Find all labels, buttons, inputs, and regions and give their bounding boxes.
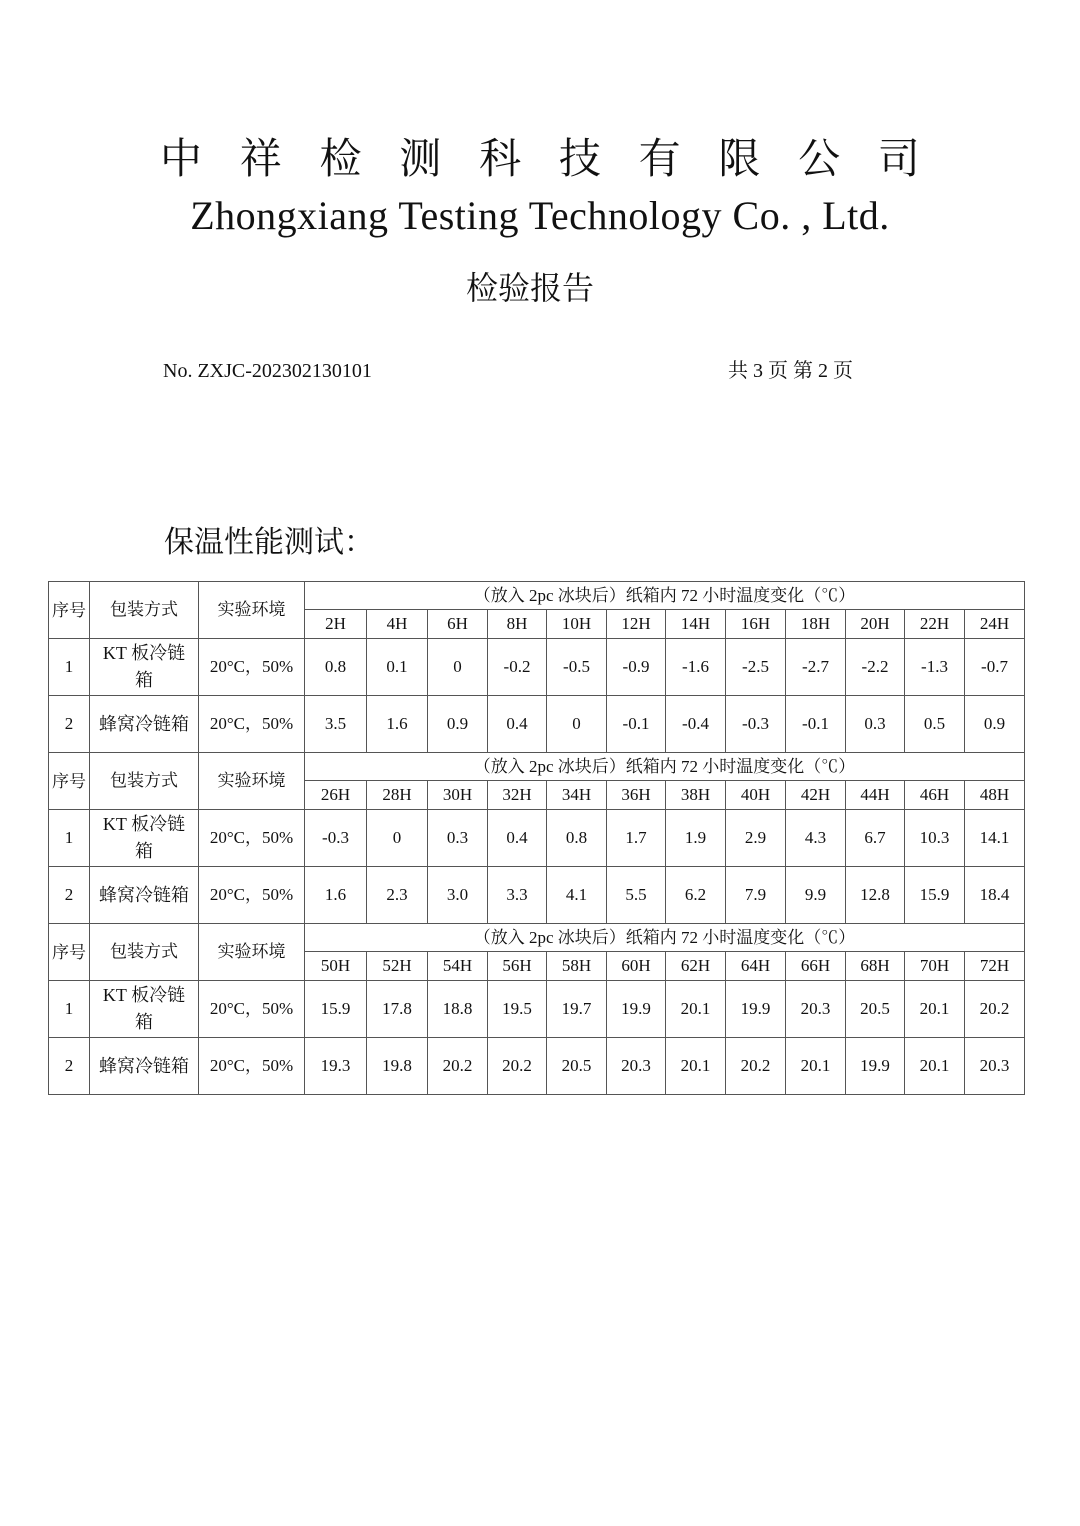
temperature-cell: 7.9 [726, 867, 786, 924]
time-header: 2H [305, 610, 367, 639]
environment-cell: 20°C，50% [199, 981, 305, 1038]
time-header: 56H [488, 952, 547, 981]
company-char: 中 [160, 134, 203, 183]
table-row [49, 696, 1025, 753]
temperature-cell: -1.3 [905, 639, 965, 696]
header-environment: 实验环境 [199, 924, 305, 981]
temperature-cell: 2.9 [726, 810, 786, 867]
time-header: 58H [547, 952, 607, 981]
temperature-cell: 3.5 [305, 696, 367, 753]
temperature-cell: 20.2 [428, 1038, 488, 1095]
temperature-cell: -0.1 [786, 696, 846, 753]
temperature-cell: 2.3 [367, 867, 428, 924]
time-header: 18H [786, 610, 846, 639]
temperature-cell: 12.8 [846, 867, 905, 924]
packaging-cell: KT 板冷链箱 [90, 810, 199, 867]
header-seq: 序号 [49, 582, 90, 639]
page-info: 共 3 页 第 2 页 [728, 360, 853, 382]
temperature-cell: -0.4 [666, 696, 726, 753]
temperature-cell: 1.6 [305, 867, 367, 924]
temperature-cell: -0.3 [305, 810, 367, 867]
temperature-cell: 0.3 [846, 696, 905, 753]
temperature-cell: 1.7 [607, 810, 666, 867]
seq-cell: 2 [49, 867, 90, 924]
table-row [49, 1038, 1025, 1095]
time-header: 40H [726, 781, 786, 810]
time-header: 20H [846, 610, 905, 639]
header-row [49, 753, 1025, 781]
temperature-cell: 20.1 [666, 1038, 726, 1095]
header-packaging: 包装方式 [90, 924, 199, 981]
header-packaging: 包装方式 [90, 753, 199, 810]
seq-cell: 1 [49, 639, 90, 696]
temperature-cell: 0.8 [305, 639, 367, 696]
time-header: 64H [726, 952, 786, 981]
time-header: 10H [547, 610, 607, 639]
temperature-cell: -2.5 [726, 639, 786, 696]
temperature-cell: 0.8 [547, 810, 607, 867]
company-name-cn [160, 132, 920, 186]
header-environment: 实验环境 [199, 582, 305, 639]
temperature-cell: 20.1 [786, 1038, 846, 1095]
table-row [49, 810, 1025, 867]
environment-cell: 20°C，50% [199, 696, 305, 753]
temperature-cell: 20.5 [846, 981, 905, 1038]
packaging-cell: KT 板冷链箱 [90, 639, 199, 696]
temperature-cell: 19.7 [547, 981, 607, 1038]
temperature-cell: 15.9 [305, 981, 367, 1038]
temperature-cell: 20.2 [488, 1038, 547, 1095]
company-char: 祥 [239, 134, 282, 183]
table-row [49, 867, 1025, 924]
temperature-cell: 17.8 [367, 981, 428, 1038]
section-title: 保温性能测试： [164, 525, 374, 560]
temperature-cell: 1.6 [367, 696, 428, 753]
table-row [49, 639, 1025, 696]
temperature-cell: 19.5 [488, 981, 547, 1038]
temperature-cell: 0.1 [367, 639, 428, 696]
company-char: 有 [638, 134, 681, 183]
temperature-cell: 4.3 [786, 810, 846, 867]
temperature-cell: 19.9 [726, 981, 786, 1038]
environment-cell: 20°C，50% [199, 810, 305, 867]
temperature-cell: -0.5 [547, 639, 607, 696]
company-name-en: Zhongxiang Testing Technology Co. , Ltd. [190, 193, 890, 238]
time-header: 50H [305, 952, 367, 981]
company-char: 检 [319, 134, 362, 183]
company-char: 公 [798, 134, 841, 183]
time-header: 62H [666, 952, 726, 981]
header-environment: 实验环境 [199, 753, 305, 810]
temperature-cell: 3.0 [428, 867, 488, 924]
company-char: 技 [558, 134, 601, 183]
temperature-cell: 9.9 [786, 867, 846, 924]
temperature-cell: -2.2 [846, 639, 905, 696]
report-number: No. ZXJC-202302130101 [163, 360, 372, 382]
temperature-cell: 18.8 [428, 981, 488, 1038]
time-header: 6H [428, 610, 488, 639]
time-header: 24H [965, 610, 1025, 639]
header-packaging: 包装方式 [90, 582, 199, 639]
temperature-cell: 20.5 [547, 1038, 607, 1095]
temperature-cell: 0 [428, 639, 488, 696]
temperature-cell: 0.4 [488, 810, 547, 867]
temperature-cell: -2.7 [786, 639, 846, 696]
time-header: 72H [965, 952, 1025, 981]
temperature-cell: 4.1 [547, 867, 607, 924]
temperature-cell: 20.1 [666, 981, 726, 1038]
temperature-cell: 20.3 [786, 981, 846, 1038]
temperature-cell: 0.9 [965, 696, 1025, 753]
time-header: 48H [965, 781, 1025, 810]
time-header: 38H [666, 781, 726, 810]
time-header: 46H [905, 781, 965, 810]
environment-cell: 20°C，50% [199, 1038, 305, 1095]
temperature-cell: 1.9 [666, 810, 726, 867]
table-row [49, 981, 1025, 1038]
seq-cell: 1 [49, 981, 90, 1038]
temperature-cell: -0.2 [488, 639, 547, 696]
temperature-cell: 14.1 [965, 810, 1025, 867]
report-title: 检验报告 [465, 269, 594, 307]
temperature-cell: 19.3 [305, 1038, 367, 1095]
temperature-cell: 0.4 [488, 696, 547, 753]
temperature-cell: 20.3 [965, 1038, 1025, 1095]
temperature-cell: 0.3 [428, 810, 488, 867]
seq-cell: 2 [49, 1038, 90, 1095]
packaging-cell: 蜂窝冷链箱 [90, 696, 199, 753]
temperature-cell: -0.9 [607, 639, 666, 696]
temperature-cell: 0 [547, 696, 607, 753]
temperature-cell: 0 [367, 810, 428, 867]
time-header: 4H [367, 610, 428, 639]
time-header: 14H [666, 610, 726, 639]
temperature-cell: 3.3 [488, 867, 547, 924]
time-header: 8H [488, 610, 547, 639]
temperature-cell: 15.9 [905, 867, 965, 924]
header-seq: 序号 [49, 753, 90, 810]
time-header: 66H [786, 952, 846, 981]
time-header: 60H [607, 952, 666, 981]
packaging-cell: 蜂窝冷链箱 [90, 867, 199, 924]
header-row [49, 582, 1025, 610]
time-header: 32H [488, 781, 547, 810]
time-header: 44H [846, 781, 905, 810]
time-header: 68H [846, 952, 905, 981]
temperature-cell: 20.3 [607, 1038, 666, 1095]
temperature-cell: 5.5 [607, 867, 666, 924]
environment-cell: 20°C，50% [199, 639, 305, 696]
temperature-cell: 6.2 [666, 867, 726, 924]
temperature-cell: 18.4 [965, 867, 1025, 924]
temperature-cell: 0.5 [905, 696, 965, 753]
temperature-cell: -1.6 [666, 639, 726, 696]
company-char: 司 [877, 134, 920, 183]
temperature-cell: 19.9 [846, 1038, 905, 1095]
time-header: 26H [305, 781, 367, 810]
seq-cell: 2 [49, 696, 90, 753]
time-header: 12H [607, 610, 666, 639]
packaging-cell: KT 板冷链箱 [90, 981, 199, 1038]
company-char: 测 [399, 134, 442, 183]
header-group: （放入 2pc 冰块后）纸箱内 72 小时温度变化（℃） [305, 582, 1025, 610]
temperature-cell: 10.3 [905, 810, 965, 867]
time-header: 28H [367, 781, 428, 810]
temperature-cell: 0.9 [428, 696, 488, 753]
temperature-cell: -0.3 [726, 696, 786, 753]
header-seq: 序号 [49, 924, 90, 981]
header-group: （放入 2pc 冰块后）纸箱内 72 小时温度变化（℃） [305, 924, 1025, 952]
temperature-cell: 19.9 [607, 981, 666, 1038]
temperature-cell: -0.1 [607, 696, 666, 753]
time-header: 22H [905, 610, 965, 639]
company-char: 限 [718, 134, 761, 183]
seq-cell: 1 [49, 810, 90, 867]
temperature-cell: -0.7 [965, 639, 1025, 696]
header-group: （放入 2pc 冰块后）纸箱内 72 小时温度变化（℃） [305, 753, 1025, 781]
time-header: 34H [547, 781, 607, 810]
temperature-table [48, 581, 1025, 1095]
time-header: 36H [607, 781, 666, 810]
time-header: 54H [428, 952, 488, 981]
temperature-cell: 19.8 [367, 1038, 428, 1095]
company-char: 科 [479, 134, 522, 183]
time-header: 42H [786, 781, 846, 810]
time-header: 52H [367, 952, 428, 981]
header-row [49, 924, 1025, 952]
environment-cell: 20°C，50% [199, 867, 305, 924]
time-header: 30H [428, 781, 488, 810]
temperature-cell: 20.1 [905, 981, 965, 1038]
time-header: 70H [905, 952, 965, 981]
temperature-cell: 20.1 [905, 1038, 965, 1095]
temperature-cell: 20.2 [965, 981, 1025, 1038]
temperature-cell: 20.2 [726, 1038, 786, 1095]
time-header: 16H [726, 610, 786, 639]
packaging-cell: 蜂窝冷链箱 [90, 1038, 199, 1095]
temperature-cell: 6.7 [846, 810, 905, 867]
